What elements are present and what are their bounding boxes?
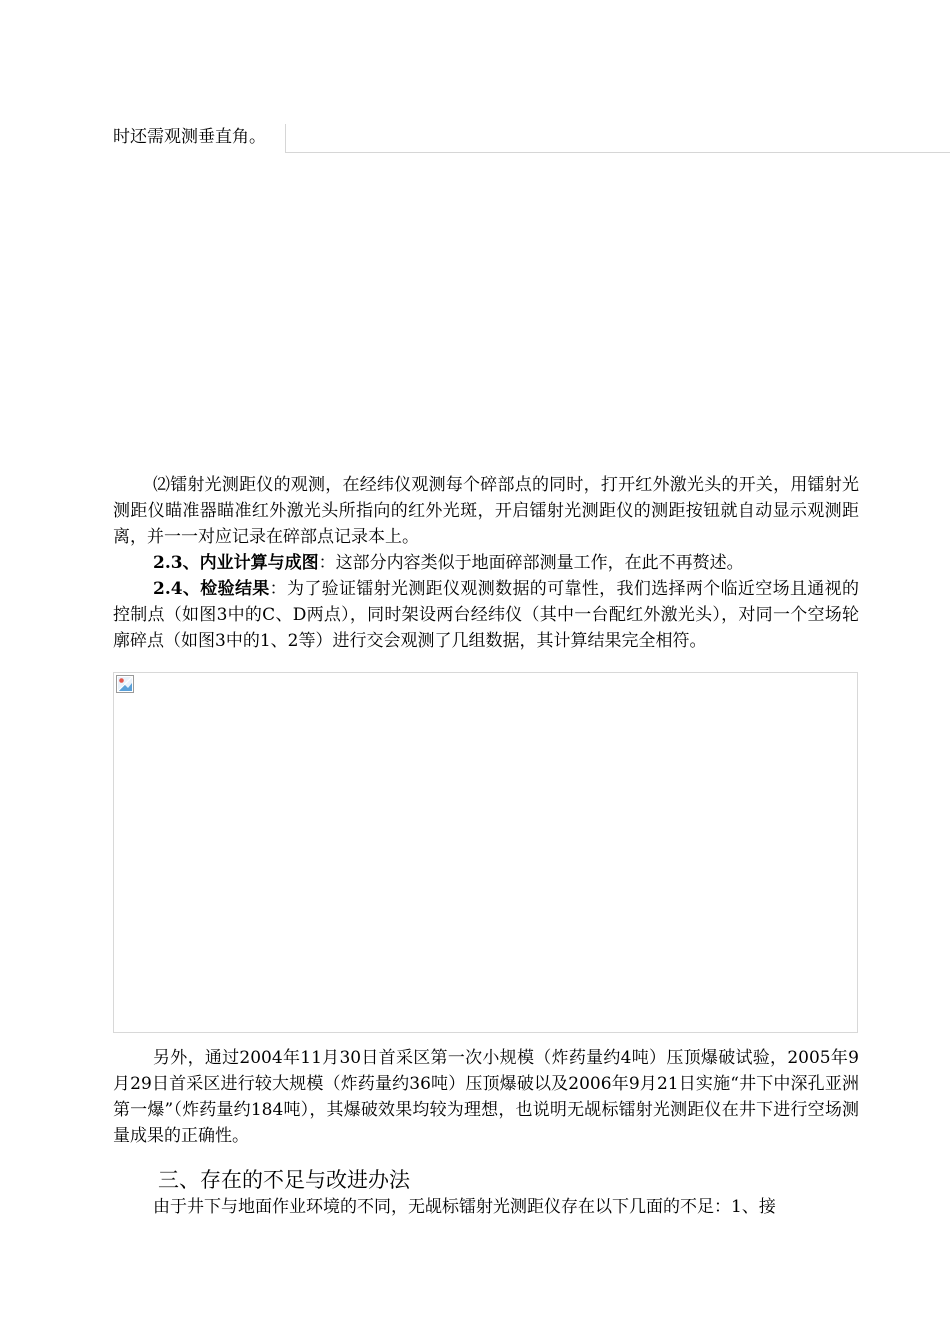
section-2-3-label: 2.3、内业计算与成图 xyxy=(153,553,319,573)
paragraph-section-3-intro: 由于井下与地面作业环境的不同，无觇标镭射光测距仪存在以下几面的不足：1、接 xyxy=(153,1197,776,1217)
section-2-3-text: ：这部分内容类似于地面碎部测量工作，在此不再赘述。 xyxy=(318,553,744,573)
section-heading-3: 三、存在的不足与改进办法 xyxy=(158,1168,410,1192)
broken-image-icon xyxy=(116,675,134,693)
top-text-fragment: 时还需观测垂直角。 xyxy=(113,127,266,147)
section-2-4-label: 2.4、检验结果 xyxy=(153,579,270,599)
figure-placeholder xyxy=(113,672,858,1033)
paragraph-laser-observation: ⑵镭射光测距仪的观测，在经纬仪观测每个碎部点的同时，打开红外激光头的开关，用镭射光测距仪瞄准器瞄准红外激光头所指向的红外光斑，开启镭射光测距仪的测距按钮就自动显示观测距离，并一一对应记录在碎部点记录本上。 xyxy=(113,475,859,547)
top-image-frame xyxy=(285,124,950,153)
paragraph-blasting-results: 另外，通过2004年11月30日首采区第一次小规模（炸药量约4吨）压顶爆破试验，2005年9月29日首采区进行较大规模（炸药量约36吨）压顶爆破以及2006年9月21日实施“井下中深孔亚洲第一爆”（炸药量约184吨），其爆破效果均较为理想，也说明无觇标镭射光测距仪在井下进行空场测量成果的正确性。 xyxy=(113,1048,859,1146)
paragraph-section-2-3 xyxy=(113,550,859,576)
paragraph-section-2-4 xyxy=(113,576,859,654)
section-2-4-text: ：为了验证镭射光测距仪观测数据的可靠性，我们选择两个临近空场且通视的控制点（如图3中的C、D两点），同时架设两台经纬仪（其中一台配红外激光头），对同一个空场轮廓碎点（如图3中的1、2等）进行交会观测了几组数据，其计算结果完全相符。 xyxy=(113,579,859,651)
